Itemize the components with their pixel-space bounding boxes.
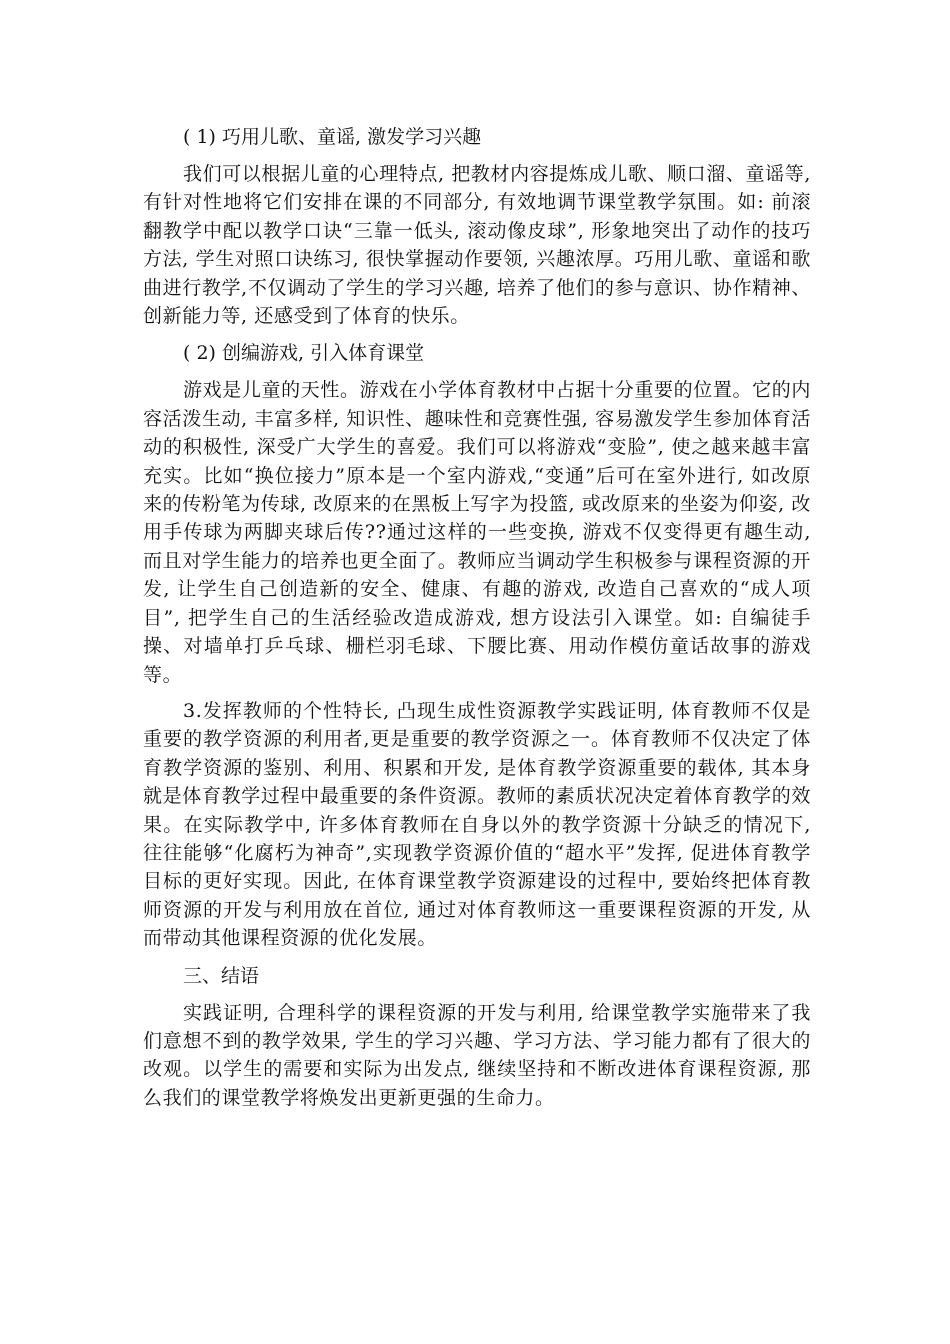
section-paragraph-3: 3.发挥教师的个性特长, 凸现生成性资源教学实践证明, 体育教师不仅是重要的教学资源的利用者,更是重要的教学资源之一。体育教师不仅决定了体育教学资源的鉴别、利用、积累和开发, 是体育教学资源重要的载体, 其本身就是体育教学过程中最重要的条件资源。教师的素质状况决定着体育教学的效果。在实际教学中, 许多体育教师在自身以外的教学资源十分缺乏的情况下, 往往能够“化腐朽为神奇”,实现教学资源价值的“超水平”发挥, 促进体育教学目标的更好实现。因此, 在体育课堂教学资源建设的过程中, 要始终把体育教师资源的开发与利用放在首位, 通过对体育教师这一重要课程资源的开发, 从而带动其他课程资源的优化发展。 [143, 699, 811, 950]
section-heading-1: ( 1) 巧用儿歌、童谣, 激发学习兴趣 [183, 126, 482, 148]
conclusion-paragraph: 实践证明, 合理科学的课程资源的开发与利用, 给课堂教学实施带来了我们意想不到的教学效果, 学生的学习兴趣、学习方法、学习能力都有了很大的改观。以学生的需要和实际为出发点, 继续坚持和不断改进体育课程资源, 那么我们的课堂教学将焕发出更新更强的生命力。 [143, 1001, 811, 1109]
section-heading-2: ( 2) 创编游戏, 引入体育课堂 [183, 342, 425, 365]
conclusion-heading: 三、结语 [183, 964, 260, 987]
document-page [143, 118, 811, 1120]
section-paragraph-1: 我们可以根据儿童的心理特点, 把教材内容提炼成儿歌、顺口溜、童谣等, 有针对性地将它们安排在课的不同部分, 有效地调节课堂教学氛围。如: 前滚翻教学中配以教学口诀“三靠一低头, 滚动像皮球”, 形象地突出了动作的技巧方法, 学生对照口诀练习, 很快掌握动作要领, 兴趣浓厚。巧用儿歌、童谣和歌曲进行教学,不仅调动了学生的学习兴趣, 培养了他们的参与意识、协作精神、创新能力等, 还感受到了体育的快乐。 [143, 163, 811, 328]
section-paragraph-2: 游戏是儿童的天性。游戏在小学体育教材中占据十分重要的位置。它的内容活泼生动, 丰富多样, 知识性、趣味性和竞赛性强, 容易激发学生参加体育活动的积极性, 深受广大学生的喜爱。我们可以将游戏“变脸”, 使之越来越丰富充实。比如“换位接力”原本是一个室内游戏,“变通”后可在室外进行, 如改原来的传粉笔为传球, 改原来的在黑板上写字为投篮, 或改原来的坐姿为仰姿, 改用手传球为两脚夹球后传??通过这样的一些变换, 游戏不仅变得更有趣生动,而且对学生能力的培养也更全面了。教师应当调动学生积极参与课程资源的开发, 让学生自己创造新的安全、健康、有趣的游戏, 改造自己喜欢的“成人项目”, 把学生自己的生活经验改造成游戏, 想方设法引入课堂。如: 自编徒手操、对墙单打乒乓球、栅栏羽毛球、下腰比赛、用动作模仿童话故事的游戏等。 [143, 379, 811, 686]
